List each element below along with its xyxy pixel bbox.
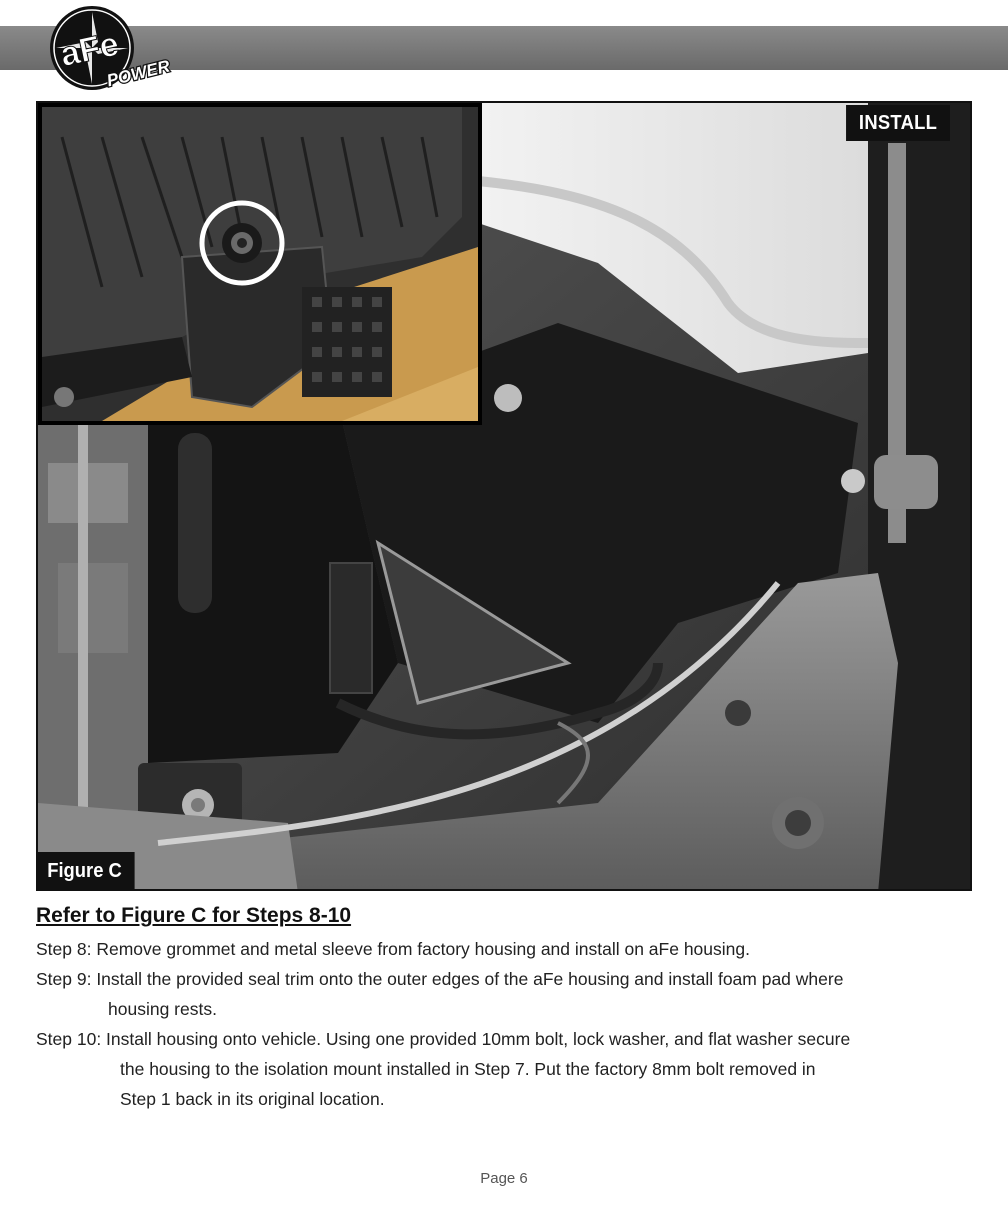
step-9-text-cont: housing rests. xyxy=(108,999,217,1019)
afe-power-logo xyxy=(46,2,196,94)
step-8-text: Step 8: Remove grommet and metal sleeve from factory housing and install on aFe housing. xyxy=(36,939,750,959)
housing-closeup-photo xyxy=(42,107,478,421)
inset-photo xyxy=(38,103,482,425)
step-9 xyxy=(36,964,843,1024)
step-8 xyxy=(36,934,750,964)
page-number: Page 6 xyxy=(480,1170,528,1187)
logo-power-text: POWER xyxy=(104,56,172,91)
figure-label: Figure C xyxy=(38,852,135,889)
step-10-text-cont-2: Step 1 back in its original location. xyxy=(120,1089,385,1109)
figure-c-photo xyxy=(36,101,972,891)
install-tag: INSTALL xyxy=(846,105,950,141)
logo-brand-text: aFe xyxy=(56,24,123,75)
step-9-text: Step 9: Install the provided seal trim onto the outer edges of the aFe housing and install foam pad where xyxy=(36,969,844,989)
steps-title: Refer to Figure C for Steps 8-10 xyxy=(36,904,352,927)
step-10 xyxy=(36,1024,850,1114)
step-10-text-cont-1: the housing to the isolation mount installed in Step 7. Put the factory 8mm bolt removed in xyxy=(120,1059,816,1079)
step-10-text: Step 10: Install housing onto vehicle. Using one provided 10mm bolt, lock washer, and flat washer secure xyxy=(36,1029,851,1049)
